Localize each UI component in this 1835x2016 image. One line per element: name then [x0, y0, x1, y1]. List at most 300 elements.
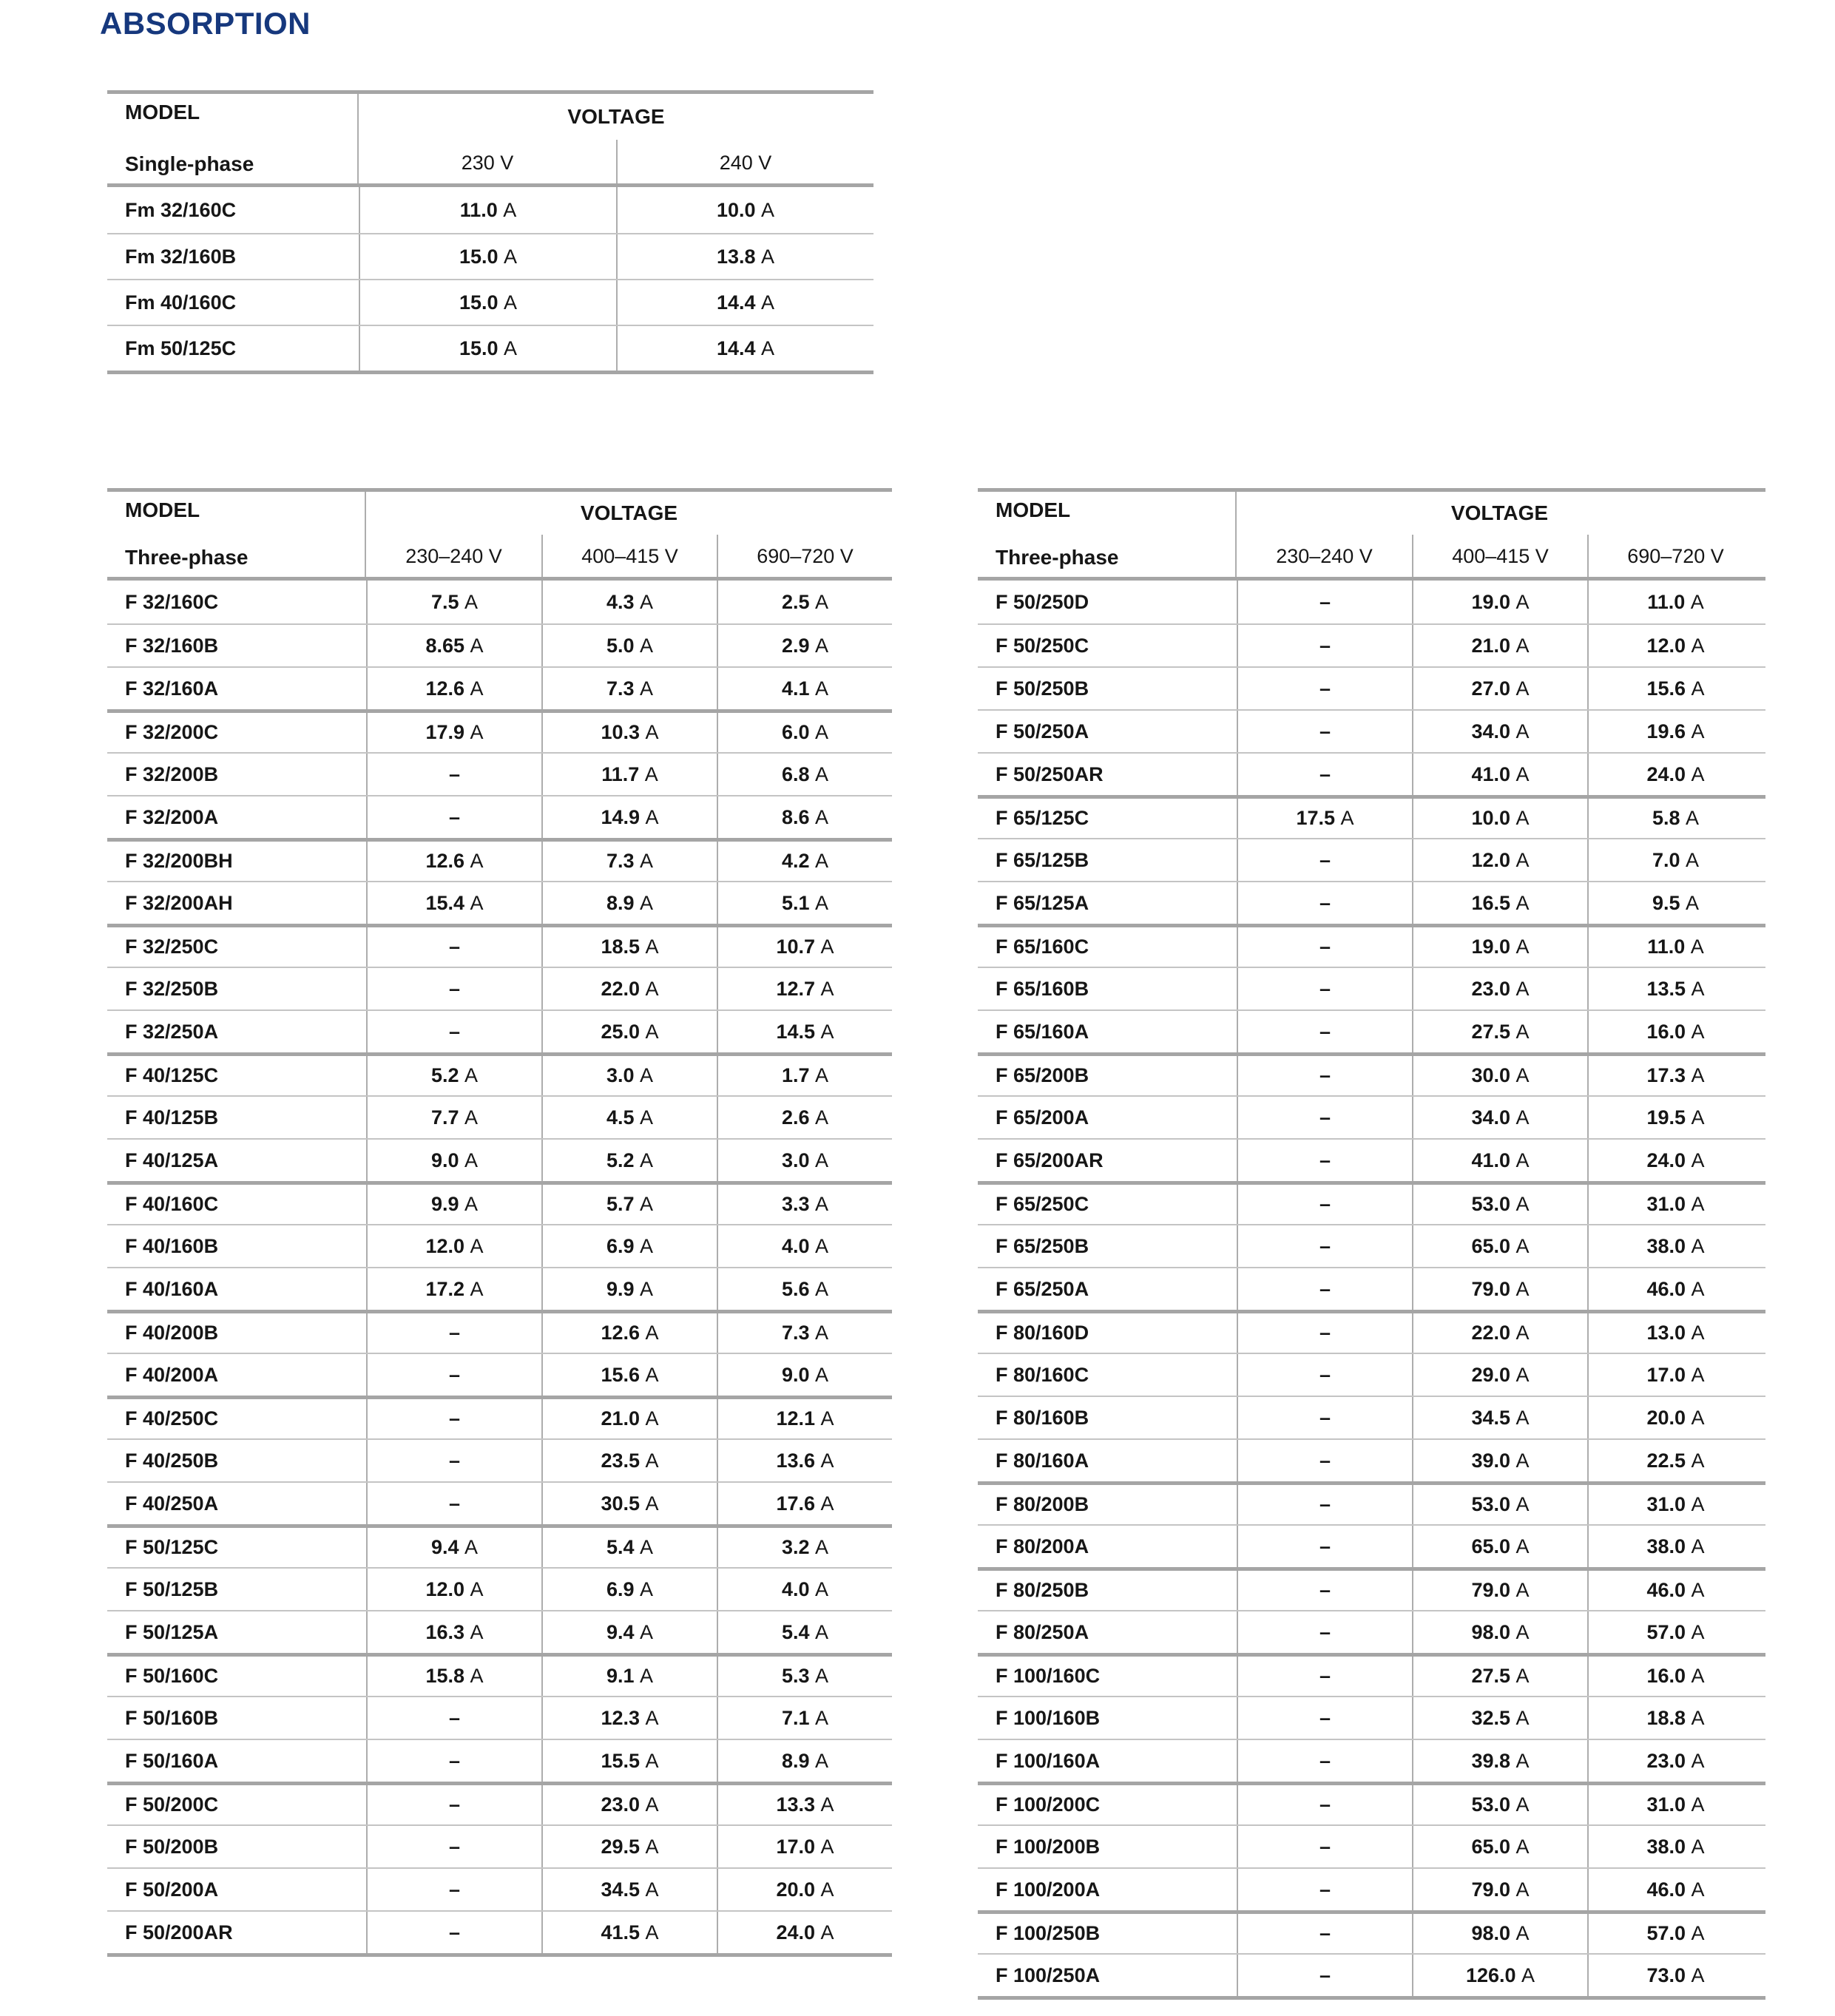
current-value-cell: –	[1237, 1914, 1412, 1953]
table-row	[107, 924, 892, 967]
current-value-cell: 9.9 A	[366, 1185, 541, 1224]
current-value-cell: –	[1237, 1268, 1412, 1310]
model-header-label: MODEL	[125, 498, 200, 521]
model-cell: F 50/250C	[996, 634, 1089, 657]
model-cell: F 40/125A	[125, 1149, 219, 1171]
table-row	[978, 1396, 1765, 1438]
current-value-cell: –	[366, 1440, 541, 1481]
table-row	[107, 1824, 892, 1867]
current-value-cell: 41.0 A	[1412, 1140, 1587, 1181]
current-value-cell: 13.8 A	[616, 234, 873, 279]
model-cell: F 50/160A	[125, 1749, 219, 1772]
current-value-cell: 31.0 A	[1587, 1785, 1763, 1824]
current-value-cell: –	[1237, 927, 1412, 967]
voltage-col-header: 690–720 V	[717, 535, 892, 577]
table-row	[978, 1224, 1765, 1267]
current-value-cell: 34.5 A	[541, 1869, 717, 1910]
current-value-cell: –	[366, 1399, 541, 1438]
model-cell: F 50/250D	[996, 590, 1089, 613]
current-value-cell: 22.0 A	[1412, 1313, 1587, 1353]
current-value-cell: 29.5 A	[541, 1826, 717, 1867]
current-value-cell: 4.3 A	[541, 581, 717, 623]
current-value-cell: 2.5 A	[717, 581, 892, 623]
current-value-cell: 4.5 A	[541, 1097, 717, 1138]
current-value-cell: 14.5 A	[717, 1011, 892, 1052]
current-value-cell: 9.5 A	[1587, 882, 1763, 924]
current-value-cell: 22.0 A	[541, 968, 717, 1009]
current-value-cell: 23.0 A	[1412, 968, 1587, 1009]
model-cell: F 100/160B	[996, 1706, 1101, 1729]
current-value-cell: 2.6 A	[717, 1097, 892, 1138]
model-cell: F 32/200B	[125, 762, 219, 785]
table-row	[978, 1181, 1765, 1224]
current-value-cell: 5.4 A	[541, 1528, 717, 1567]
model-cell: F 65/160A	[996, 1020, 1089, 1043]
current-value-cell: 12.0 A	[366, 1225, 541, 1267]
table-row	[107, 623, 892, 666]
current-value-cell: 12.0 A	[366, 1569, 541, 1610]
table-row	[978, 967, 1765, 1009]
current-value-cell: 9.0 A	[366, 1140, 541, 1181]
current-value-cell: 21.0 A	[1412, 625, 1587, 666]
current-value-cell: –	[1237, 711, 1412, 752]
current-value-cell: 27.5 A	[1412, 1657, 1587, 1696]
table-row	[107, 581, 892, 623]
table-row	[978, 1138, 1765, 1181]
current-value-cell: 17.5 A	[1237, 799, 1412, 838]
model-cell: F 65/250A	[996, 1277, 1089, 1300]
current-value-cell: –	[1237, 1185, 1412, 1224]
current-value-cell: 5.4 A	[717, 1611, 892, 1653]
current-value-cell: 9.9 A	[541, 1268, 717, 1310]
table-header	[107, 492, 892, 581]
current-value-cell: 4.2 A	[717, 842, 892, 881]
table-row	[107, 1138, 892, 1181]
current-value-cell: 15.6 A	[1587, 668, 1763, 709]
table-row	[978, 1095, 1765, 1138]
table-row	[978, 1696, 1765, 1739]
current-value-cell: –	[1237, 1354, 1412, 1396]
model-cell: F 100/200A	[996, 1878, 1101, 1901]
current-value-cell: 13.3 A	[717, 1785, 892, 1824]
table-row	[107, 1009, 892, 1052]
table-row	[107, 1567, 892, 1610]
current-value-cell: 7.5 A	[366, 581, 541, 623]
current-value-cell: 7.3 A	[717, 1313, 892, 1353]
current-value-cell: 24.0 A	[717, 1912, 892, 1953]
current-value-cell: 6.9 A	[541, 1225, 717, 1267]
table-row	[107, 1610, 892, 1653]
current-value-cell: 31.0 A	[1587, 1185, 1763, 1224]
current-value-cell: 15.5 A	[541, 1740, 717, 1782]
current-value-cell: 4.1 A	[717, 668, 892, 709]
model-cell: F 50/250A	[996, 720, 1089, 743]
current-value-cell: 98.0 A	[1412, 1914, 1587, 1953]
model-cell: F 32/200C	[125, 721, 219, 743]
current-value-cell: –	[366, 1011, 541, 1052]
current-value-cell: 12.6 A	[366, 842, 541, 881]
current-value-cell: 11.0 A	[1587, 927, 1763, 967]
model-cell: F 80/160C	[996, 1363, 1089, 1386]
current-value-cell: 9.4 A	[541, 1611, 717, 1653]
current-value-cell: 12.7 A	[717, 968, 892, 1009]
table-row	[107, 1910, 892, 1953]
current-value-cell: 17.9 A	[366, 713, 541, 752]
model-cell: F 50/200B	[125, 1835, 219, 1858]
table-row	[978, 666, 1765, 709]
current-value-cell: 16.3 A	[366, 1611, 541, 1653]
model-header-cell	[978, 492, 1237, 577]
current-value-cell: –	[1237, 668, 1412, 709]
current-value-cell: 10.3 A	[541, 713, 717, 752]
current-value-cell: 41.5 A	[541, 1912, 717, 1953]
table-row	[107, 666, 892, 709]
current-value-cell: –	[1237, 1313, 1412, 1353]
current-value-cell: 14.9 A	[541, 796, 717, 838]
table-row	[978, 1310, 1765, 1353]
table-row	[978, 881, 1765, 924]
current-value-cell: 17.6 A	[717, 1483, 892, 1524]
model-cell: F 80/250A	[996, 1620, 1089, 1643]
model-cell: Fm 50/125C	[125, 336, 237, 359]
current-value-cell: 12.3 A	[541, 1697, 717, 1739]
current-value-cell: 9.1 A	[541, 1657, 717, 1696]
current-value-cell: 7.3 A	[541, 842, 717, 881]
current-value-cell: –	[1237, 1526, 1412, 1567]
current-value-cell: –	[1237, 1697, 1412, 1739]
current-value-cell: 4.0 A	[717, 1569, 892, 1610]
current-value-cell: –	[366, 968, 541, 1009]
table-row	[978, 1009, 1765, 1052]
model-cell: F 40/125C	[125, 1064, 219, 1086]
current-value-cell: –	[366, 796, 541, 838]
current-value-cell: 27.5 A	[1412, 1011, 1587, 1052]
current-value-cell: 14.4 A	[616, 326, 873, 371]
current-value-cell: 79.0 A	[1412, 1268, 1587, 1310]
model-cell: F 50/200C	[125, 1793, 219, 1816]
table-row	[978, 1910, 1765, 1953]
table-row	[107, 1653, 892, 1696]
current-value-cell: 12.1 A	[717, 1399, 892, 1438]
current-value-cell: 6.0 A	[717, 713, 892, 752]
table-row	[107, 1696, 892, 1739]
current-value-cell: 39.0 A	[1412, 1440, 1587, 1481]
table-body	[107, 187, 873, 374]
voltage-col-header: 690–720 V	[1587, 535, 1763, 577]
model-cell: F 40/250B	[125, 1449, 219, 1472]
current-value-cell: 13.5 A	[1587, 968, 1763, 1009]
current-value-cell: 65.0 A	[1412, 1225, 1587, 1267]
model-cell: F 65/160C	[996, 936, 1089, 958]
model-cell: F 50/125C	[125, 1536, 219, 1558]
current-value-cell: –	[1237, 1011, 1412, 1052]
model-cell: F 32/160C	[125, 590, 219, 613]
table-row	[107, 1782, 892, 1824]
model-cell: F 50/200AR	[125, 1921, 233, 1944]
table-header	[107, 94, 873, 187]
table-row	[107, 1181, 892, 1224]
model-cell: F 80/200A	[996, 1535, 1089, 1557]
voltage-col-header: 240 V	[616, 140, 873, 183]
current-value-cell: 8.6 A	[717, 796, 892, 838]
table-row	[107, 187, 873, 233]
model-header-cell	[107, 94, 359, 183]
voltage-span-header: VOLTAGE	[580, 501, 678, 524]
current-value-cell: 38.0 A	[1587, 1826, 1763, 1867]
table-row	[107, 1267, 892, 1310]
model-cell: F 65/200AR	[996, 1149, 1104, 1171]
current-value-cell: –	[1237, 1140, 1412, 1181]
model-cell: F 65/125A	[996, 891, 1089, 914]
table-row	[978, 623, 1765, 666]
current-value-cell: 30.0 A	[1412, 1056, 1587, 1095]
current-value-cell: 15.0 A	[359, 234, 616, 279]
current-value-cell: 11.0 A	[1587, 581, 1763, 623]
current-value-cell: –	[1237, 1097, 1412, 1138]
current-value-cell: –	[366, 1354, 541, 1396]
table-row	[107, 967, 892, 1009]
model-cell: F 65/160B	[996, 977, 1089, 1000]
current-value-cell: 4.0 A	[717, 1225, 892, 1267]
voltage-span-header: VOLTAGE	[567, 105, 665, 128]
table-row	[978, 1953, 1765, 1996]
current-value-cell: 9.0 A	[717, 1354, 892, 1396]
voltage-span-header: VOLTAGE	[1450, 501, 1549, 524]
table-row	[978, 1867, 1765, 1910]
table-row	[107, 795, 892, 838]
current-value-cell: 5.8 A	[1587, 799, 1763, 838]
current-value-cell: 11.0 A	[359, 187, 616, 233]
current-value-cell: 8.9 A	[717, 1740, 892, 1782]
table-row	[107, 325, 873, 371]
current-value-cell: 30.5 A	[541, 1483, 717, 1524]
voltage-col-header: 230 V	[461, 152, 514, 174]
current-value-cell: –	[1237, 754, 1412, 795]
current-value-cell: 17.2 A	[366, 1268, 541, 1310]
table-row	[978, 1353, 1765, 1396]
model-cell: F 50/200A	[125, 1878, 219, 1901]
model-cell: F 50/125B	[125, 1577, 219, 1600]
current-value-cell: 8.65 A	[366, 625, 541, 666]
model-header-label: MODEL	[996, 498, 1071, 521]
current-value-cell: 18.8 A	[1587, 1697, 1763, 1739]
current-value-cell: 57.0 A	[1587, 1611, 1763, 1653]
current-value-cell: 13.0 A	[1587, 1313, 1763, 1353]
model-header-cell	[107, 492, 366, 577]
current-value-cell: –	[1237, 1785, 1412, 1824]
table-row	[107, 1353, 892, 1396]
table-row	[978, 1052, 1765, 1095]
current-value-cell: 14.4 A	[616, 280, 873, 325]
model-cell: F 100/200C	[996, 1793, 1101, 1816]
table-row	[978, 1653, 1765, 1696]
table-row	[978, 1782, 1765, 1824]
table-row	[978, 1824, 1765, 1867]
table-row	[978, 1481, 1765, 1524]
current-value-cell: –	[366, 1483, 541, 1524]
current-value-cell: 57.0 A	[1587, 1914, 1763, 1953]
current-value-cell: 53.0 A	[1412, 1485, 1587, 1524]
table-body	[107, 581, 892, 1957]
model-cell: F 65/200A	[996, 1106, 1089, 1129]
current-value-cell: –	[366, 927, 541, 967]
page-title: ABSORPTION	[100, 6, 311, 41]
table-row	[107, 1095, 892, 1138]
table-row	[107, 1396, 892, 1438]
table-row	[107, 1224, 892, 1267]
current-value-cell: 5.2 A	[541, 1140, 717, 1181]
table-row	[107, 1867, 892, 1910]
model-cell: F 80/200B	[996, 1493, 1089, 1515]
table-row	[107, 838, 892, 881]
current-value-cell: 73.0 A	[1587, 1955, 1763, 1996]
model-cell: F 80/160D	[996, 1322, 1089, 1344]
table-row	[978, 709, 1765, 752]
current-value-cell: 46.0 A	[1587, 1268, 1763, 1310]
current-value-cell: 29.0 A	[1412, 1354, 1587, 1396]
model-cell: F 80/160A	[996, 1449, 1089, 1472]
model-cell: F 32/200A	[125, 805, 219, 828]
current-value-cell: 19.0 A	[1412, 927, 1587, 967]
current-value-cell: –	[1237, 1056, 1412, 1095]
model-cell: F 100/160A	[996, 1749, 1101, 1772]
model-cell: F 40/200A	[125, 1363, 219, 1386]
current-value-cell: 15.0 A	[359, 280, 616, 325]
three-phase-absorption-table-right	[978, 488, 1765, 2000]
current-value-cell: 65.0 A	[1412, 1526, 1587, 1567]
current-value-cell: 10.0 A	[616, 187, 873, 233]
current-value-cell: 5.7 A	[541, 1185, 717, 1224]
table-row	[107, 1524, 892, 1567]
model-cell: F 100/250B	[996, 1922, 1101, 1944]
table-row	[978, 795, 1765, 838]
current-value-cell: 17.0 A	[1587, 1354, 1763, 1396]
table-row	[978, 1267, 1765, 1310]
current-value-cell: 13.6 A	[717, 1440, 892, 1481]
model-cell: Fm 32/160C	[125, 198, 237, 221]
current-value-cell: –	[1237, 1485, 1412, 1524]
current-value-cell: 11.7 A	[541, 754, 717, 795]
current-value-cell: 23.0 A	[1587, 1740, 1763, 1782]
current-value-cell: 46.0 A	[1587, 1869, 1763, 1910]
current-value-cell: 24.0 A	[1587, 1140, 1763, 1181]
current-value-cell: –	[1237, 1397, 1412, 1438]
current-value-cell: –	[1237, 1571, 1412, 1610]
model-cell: F 65/125C	[996, 807, 1089, 829]
voltage-col-header: 400–415 V	[541, 535, 717, 577]
current-value-cell: –	[366, 1785, 541, 1824]
current-value-cell: –	[366, 754, 541, 795]
current-value-cell: 15.4 A	[366, 882, 541, 924]
table-row	[978, 838, 1765, 881]
table-row	[107, 279, 873, 325]
model-cell: Fm 40/160C	[125, 291, 237, 314]
voltage-col-header: 400–415 V	[1412, 535, 1587, 577]
current-value-cell: 12.6 A	[541, 1313, 717, 1353]
current-value-cell: 7.3 A	[541, 668, 717, 709]
table-row	[978, 1567, 1765, 1610]
table-row	[107, 1052, 892, 1095]
current-value-cell: 17.0 A	[717, 1826, 892, 1867]
current-value-cell: –	[1237, 1826, 1412, 1867]
current-value-cell: 5.0 A	[541, 625, 717, 666]
model-cell: F 32/200AH	[125, 891, 233, 914]
table-row	[107, 1481, 892, 1524]
model-cell: F 50/125A	[125, 1620, 219, 1643]
current-value-cell: 25.0 A	[541, 1011, 717, 1052]
current-value-cell: 24.0 A	[1587, 754, 1763, 795]
table-row	[107, 709, 892, 752]
current-value-cell: 7.0 A	[1587, 839, 1763, 881]
model-cell: F 40/160B	[125, 1234, 219, 1257]
model-cell: F 100/160C	[996, 1665, 1101, 1687]
current-value-cell: 31.0 A	[1587, 1485, 1763, 1524]
current-value-cell: –	[1237, 882, 1412, 924]
current-value-cell: 17.3 A	[1587, 1056, 1763, 1095]
model-cell: F 50/160B	[125, 1706, 219, 1729]
current-value-cell: –	[1237, 968, 1412, 1009]
model-cell: Fm 32/160B	[125, 245, 237, 268]
table-row	[978, 1438, 1765, 1481]
current-value-cell: 7.7 A	[366, 1097, 541, 1138]
model-cell: F 50/160C	[125, 1665, 219, 1687]
model-cell: F 32/250A	[125, 1020, 219, 1043]
current-value-cell: 3.0 A	[717, 1140, 892, 1181]
current-value-cell: –	[1237, 625, 1412, 666]
table-row	[107, 233, 873, 279]
current-value-cell: –	[366, 1912, 541, 1953]
current-value-cell: –	[366, 1313, 541, 1353]
three-phase-absorption-table-left	[107, 488, 892, 1957]
current-value-cell: –	[1237, 1440, 1412, 1481]
current-value-cell: 126.0 A	[1412, 1955, 1587, 1996]
table-body	[978, 581, 1765, 2000]
table-row	[978, 1739, 1765, 1782]
table-header	[978, 492, 1765, 581]
table-row	[978, 1524, 1765, 1567]
current-value-cell: –	[366, 1869, 541, 1910]
current-value-cell: –	[1237, 1869, 1412, 1910]
current-value-cell: 20.0 A	[1587, 1397, 1763, 1438]
current-value-cell: 32.5 A	[1412, 1697, 1587, 1739]
model-cell: F 100/250A	[996, 1963, 1101, 1986]
current-value-cell: 53.0 A	[1412, 1785, 1587, 1824]
current-value-cell: 5.6 A	[717, 1268, 892, 1310]
current-value-cell: 46.0 A	[1587, 1571, 1763, 1610]
current-value-cell: 16.0 A	[1587, 1011, 1763, 1052]
current-value-cell: 38.0 A	[1587, 1225, 1763, 1267]
table-row	[978, 924, 1765, 967]
current-value-cell: 5.2 A	[366, 1056, 541, 1095]
current-value-cell: 3.2 A	[717, 1528, 892, 1567]
current-value-cell: –	[1237, 581, 1412, 623]
current-value-cell: –	[1237, 1225, 1412, 1267]
current-value-cell: 79.0 A	[1412, 1571, 1587, 1610]
model-cell: F 32/160A	[125, 677, 219, 700]
table-row	[107, 1739, 892, 1782]
current-value-cell: –	[1237, 1740, 1412, 1782]
current-value-cell: 79.0 A	[1412, 1869, 1587, 1910]
current-value-cell: 3.0 A	[541, 1056, 717, 1095]
current-value-cell: –	[366, 1740, 541, 1782]
model-cell: F 32/160B	[125, 634, 219, 657]
current-value-cell: 19.0 A	[1412, 581, 1587, 623]
model-cell: F 40/125B	[125, 1106, 219, 1129]
current-value-cell: 6.9 A	[541, 1569, 717, 1610]
model-cell: F 100/200B	[996, 1835, 1101, 1858]
current-value-cell: 9.4 A	[366, 1528, 541, 1567]
current-value-cell: –	[1237, 839, 1412, 881]
